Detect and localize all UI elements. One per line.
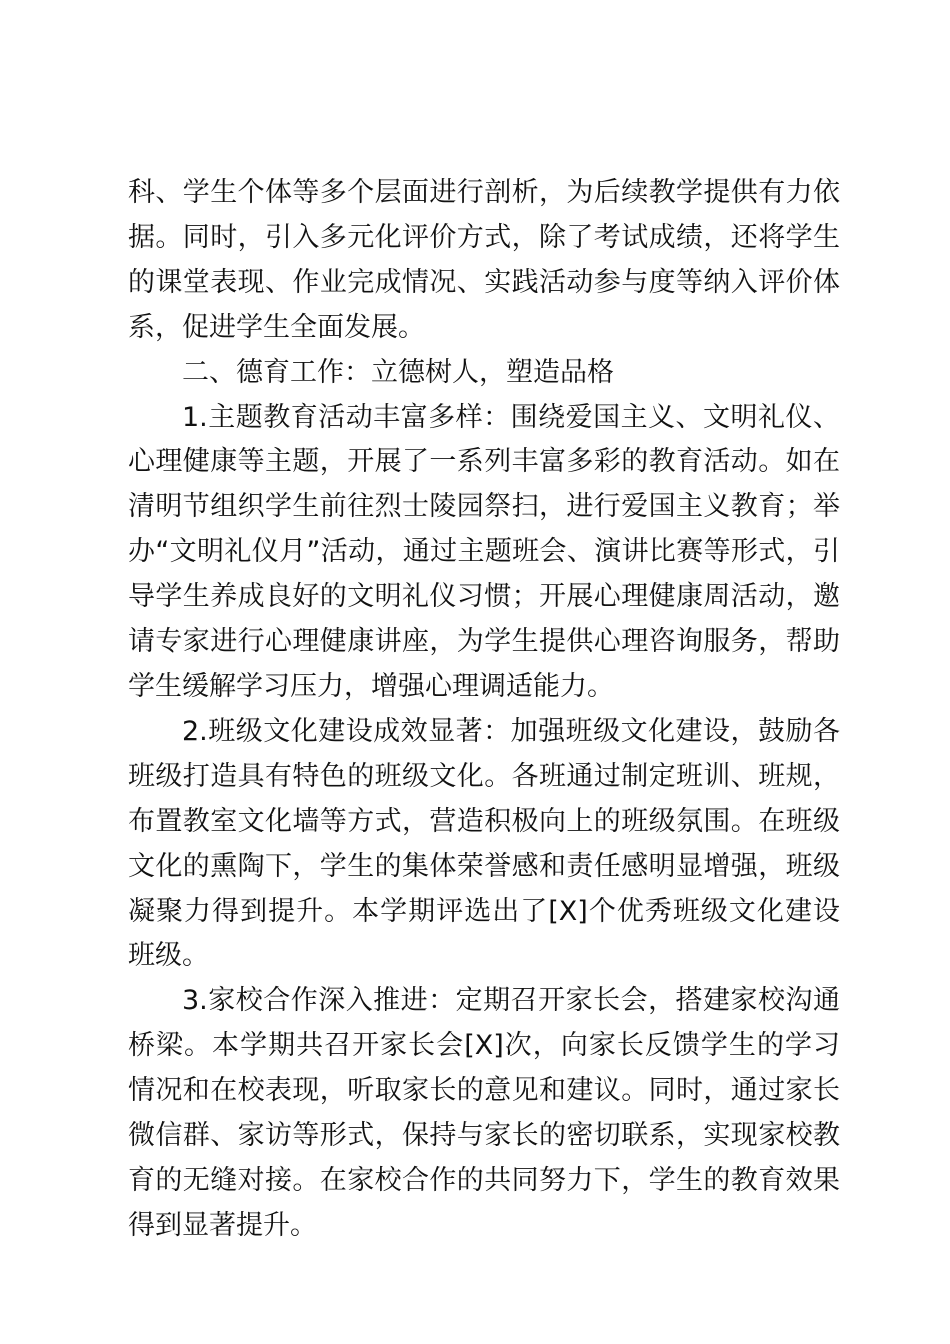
paragraph-continuation: 科、学生个体等多个层面进行剖析，为后续教学提供有力依据。同时，引入多元化评价方式，除了考试成绩，还将学生的课堂表现、作业完成情况、实践活动参与度等纳入评价体系，促进学生全面发展。 bbox=[128, 177, 840, 343]
paragraph-class-culture: 2.班级文化建设成效显著：加强班级文化建设，鼓励各班级打造具有特色的班级文化。各班通过制定班训、班规，布置教室文化墙等方式，营造积极向上的班级氛围。在班级文化的熏陶下，学生的集体荣誉感和责任感明显增强，班级凝聚力得到提升。本学期评选出了[X]个优秀班级文化建设班级。 bbox=[128, 715, 840, 972]
paragraph-home-school-cooperation: 3.家校合作深入推进：定期召开家长会，搭建家校沟通桥梁。本学期共召开家长会[X]次，向家长反馈学生的学习情况和在校表现，听取家长的意见和建议。同时，通过家长微信群、家访等形式，保持与家长的密切联系，实现家校教育的无缝对接。在家校合作的共同努力下，学生的教育效果得到显著提升。 bbox=[128, 985, 840, 1241]
paragraph-theme-education: 1.主题教育活动丰富多样：围绕爱国主义、文明礼仪、心理健康等主题，开展了一系列丰富多彩的教育活动。如在清明节组织学生前往烈士陵园祭扫，进行爱国主义教育；举办“文明礼仪月”活动，通过主题班会、演讲比赛等形式，引导学生养成良好的文明礼仪习惯；开展心理健康周活动，邀请专家进行心理健康讲座，为学生提供心理咨询服务，帮助学生缓解学习压力，增强心理调适能力。 bbox=[128, 401, 840, 702]
document-body bbox=[128, 171, 840, 1249]
section-heading-moral-education: 二、德育工作：立德树人，塑造品格 bbox=[182, 356, 614, 388]
